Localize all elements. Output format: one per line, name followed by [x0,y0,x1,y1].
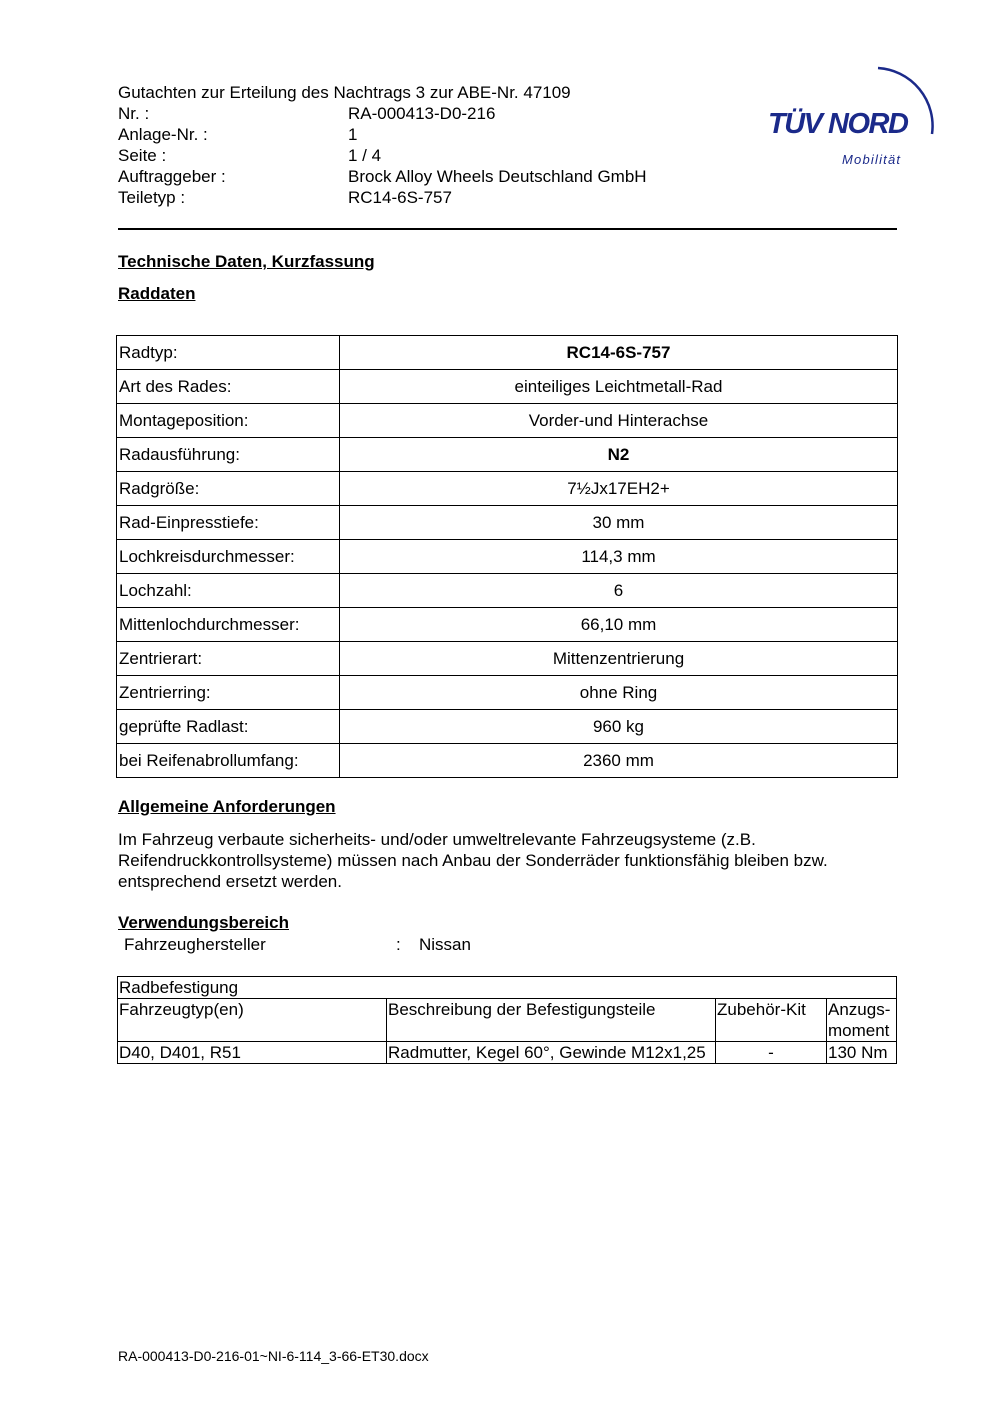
header-meta [118,103,647,208]
section-heading-verwendung: Verwendungsbereich [118,913,289,932]
meta-key: Teiletyp : [118,188,186,207]
row-value: einteiliges Leichtmetall-Rad [340,370,898,404]
logo-subtitle: Mobilität [842,152,902,167]
column-header: Anzugs-moment [827,999,897,1042]
document-title: Gutachten zur Erteilung des Nachtrags 3 zur ABE-Nr. 47109 [118,83,571,102]
meta-row-nr [118,103,647,124]
row-value: N2 [340,438,898,472]
table-row [117,370,898,404]
row-value: 6 [340,574,898,608]
row-value: 960 kg [340,710,898,744]
row-label: Radgröße: [117,472,340,506]
row-label: Art des Rades: [117,370,340,404]
meta-key: Anlage-Nr. : [118,125,208,144]
meta-row-auftraggeber [118,166,647,187]
column-header: Beschreibung der Befestigungsteile [387,999,716,1042]
table-row [117,574,898,608]
meta-row-teiletyp [118,187,647,208]
section-heading-tech: Technische Daten, Kurzfassung [118,252,375,271]
verwendung-separator: : [396,935,401,954]
row-label: Rad-Einpresstiefe: [117,506,340,540]
row-value: 30 mm [340,506,898,540]
row-value: 114,3 mm [340,540,898,574]
logo-brand: TÜV NORD [768,108,908,140]
row-label: bei Reifenabrollumfang: [117,744,340,778]
table-header-row [118,999,897,1042]
meta-key: Auftraggeber : [118,167,226,186]
table-row [117,404,898,438]
meta-key: Nr. : [118,104,150,123]
row-label: Zentrierart: [117,642,340,676]
meta-value: 1 / 4 [348,146,382,165]
meta-row-seite [118,145,647,166]
table-row [117,472,898,506]
verwendung-value: Nissan [419,935,471,954]
row-label: Mittenlochdurchmesser: [117,608,340,642]
befestigung-table [117,976,897,1064]
footer-filename: RA-000413-D0-216-01~NI-6-114_3-66-ET30.docx [118,1348,429,1364]
row-label: Lochzahl: [117,574,340,608]
table-cell: Radmutter, Kegel 60°, Gewinde M12x1,25 [387,1042,716,1064]
row-label: Radausführung: [117,438,340,472]
table-row [117,676,898,710]
table-row [117,744,898,778]
table-row [118,1042,897,1064]
section-heading-allgemein: Allgemeine Anforderungen [118,797,336,816]
header-divider [118,228,897,230]
table-row [117,710,898,744]
table-row [117,438,898,472]
table-cell: 130 Nm [827,1042,897,1064]
verwendung-key: Fahrzeughersteller [124,935,266,954]
allgemein-paragraph: Im Fahrzeug verbaute sicherheits- und/oder umweltrelevante Fahrzeugsysteme (z.B. Reifendruckkontrollsysteme) müssen nach Anbau der Sonderräder funktionsfähig bleiben bzw. entsprechend ersetzt werden. [118,830,828,891]
meta-value: 1 [348,125,358,144]
row-value: 66,10 mm [340,608,898,642]
row-value: Vorder-und Hinterachse [340,404,898,438]
table-row [117,642,898,676]
row-value: ohne Ring [340,676,898,710]
row-label: Zentrierring: [117,676,340,710]
meta-value: RA-000413-D0-216 [348,104,496,123]
raddaten-table [116,335,898,778]
row-value: RC14-6S-757 [340,336,898,370]
table-row [117,540,898,574]
column-header: Fahrzeugtyp(en) [118,999,387,1042]
meta-value: Brock Alloy Wheels Deutschland GmbH [348,167,647,186]
table-row [117,506,898,540]
column-header: Zubehör-Kit [716,999,827,1042]
row-label: Montageposition: [117,404,340,438]
table-row [117,608,898,642]
table-cell: D40, D401, R51 [118,1042,387,1064]
row-label: Radtyp: [117,336,340,370]
table-cell: - [716,1042,827,1064]
tuv-nord-logo [760,58,942,173]
row-label: geprüfte Radlast: [117,710,340,744]
verwendung-row [124,934,471,955]
meta-key: Seite : [118,146,167,165]
meta-row-anlage [118,124,647,145]
table-title-row [118,977,897,999]
meta-value: RC14-6S-757 [348,188,452,207]
row-value: 7½Jx17EH2+ [340,472,898,506]
row-label: Lochkreisdurchmesser: [117,540,340,574]
section-heading-raddaten: Raddaten [118,284,196,303]
row-value: 2360 mm [340,744,898,778]
row-value: Mittenzentrierung [340,642,898,676]
table-row [117,336,898,370]
table-title: Radbefestigung [118,977,897,999]
